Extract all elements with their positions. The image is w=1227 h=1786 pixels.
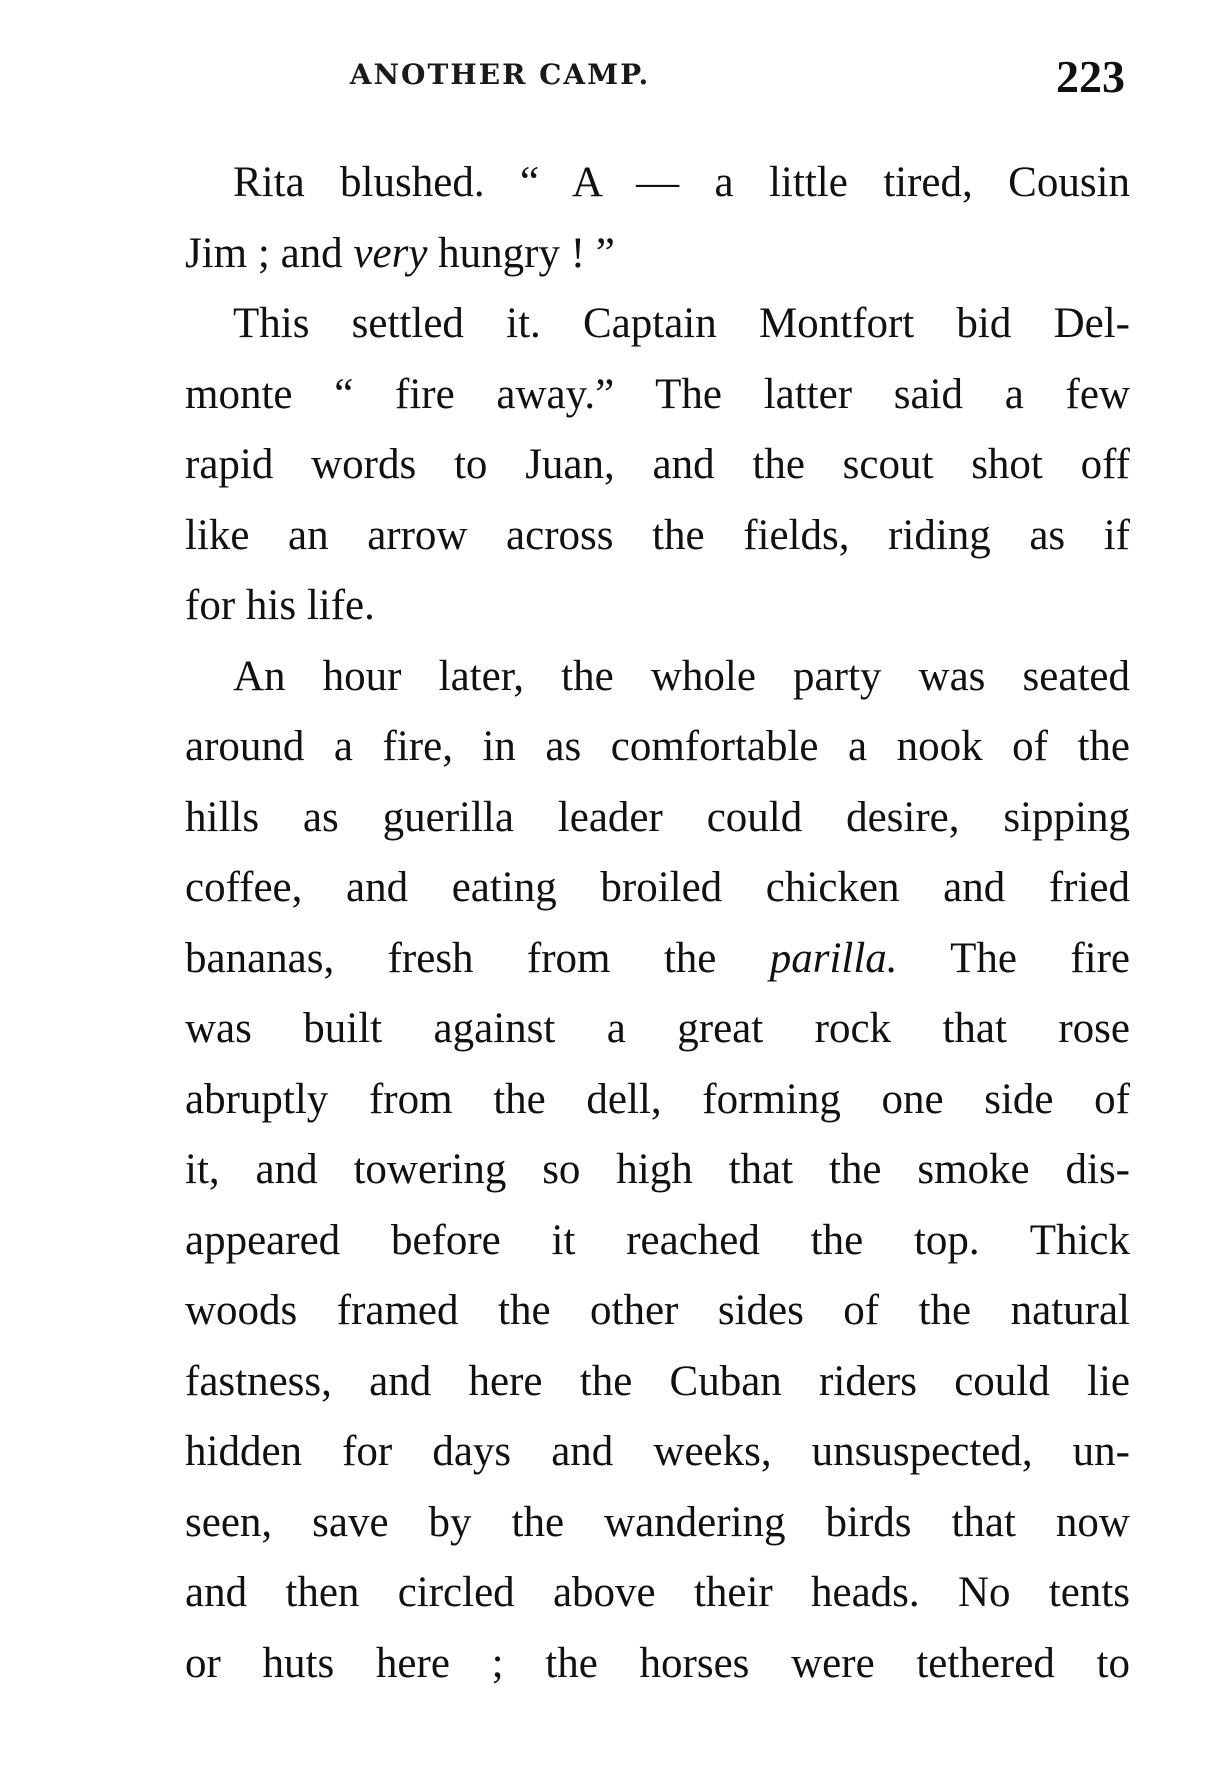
line-text: monte “ fire away.” The latter said a few [185,370,1130,418]
line-text: appeared before it reached the top. Thick [185,1216,1130,1264]
line-text: was built against a great rock that rose [185,1005,1130,1052]
body-text [185,148,1130,1699]
text-line [185,571,1130,642]
line-text: for his life. [185,582,375,629]
line-text: Jim ; and [185,229,354,277]
text-line [185,1347,1130,1418]
line-text: bananas, fresh from the [185,934,770,982]
text-line [185,1488,1130,1559]
text-line [185,1276,1130,1347]
text-line [185,924,1130,995]
line-text: This settled it. Captain Montfort bid Del- [233,300,1130,347]
text-line [185,783,1130,854]
line-text: The fire [897,934,1130,982]
italic-text: very [353,229,428,277]
text-line [185,1206,1130,1277]
line-text: rapid words to Juan, and the scout shot off [185,441,1130,488]
text-line [185,148,1130,219]
text-line [185,501,1130,572]
running-head [180,50,1125,110]
line-text: hidden for days and weeks, unsuspected, un- [185,1428,1130,1475]
line-text: or huts here ; the horses were tethered to [185,1639,1130,1687]
text-line [185,360,1130,431]
line-text: Rita blushed. “ A — a little tired, Cousin [233,159,1130,206]
page-number: 223 [1056,51,1125,102]
text-line [185,289,1130,360]
italic-text: parilla. [769,934,898,982]
line-text: hungry ! ” [427,229,615,277]
line-text: around a fire, in as comfortable a nook of the [185,723,1130,770]
text-line [185,1065,1130,1136]
running-title: ANOTHER CAMP. [349,58,651,91]
line-text: coffee, and eating broiled chicken and fried [185,864,1130,911]
text-line [185,642,1130,713]
text-line [185,712,1130,783]
line-text: An hour later, the whole party was seated [233,652,1130,700]
text-line [185,430,1130,501]
line-text: it, and towering so high that the smoke dis- [185,1146,1130,1193]
text-line [185,994,1130,1065]
line-text: fastness, and here the Cuban riders could lie [185,1357,1130,1405]
line-text: woods framed the other sides of the natural [185,1287,1130,1334]
text-line [185,1558,1130,1629]
line-text: seen, save by the wandering birds that now [185,1498,1130,1546]
text-line [185,1417,1130,1488]
text-line [185,853,1130,924]
line-text: hills as guerilla leader could desire, sipping [185,793,1130,841]
line-text: like an arrow across the fields, riding as if [185,511,1130,559]
text-line [185,1135,1130,1206]
line-text: and then circled above their heads. No tents [185,1569,1130,1616]
text-line [185,1629,1130,1700]
text-line [185,219,1130,290]
line-text: abruptly from the dell, forming one side of [185,1075,1130,1123]
